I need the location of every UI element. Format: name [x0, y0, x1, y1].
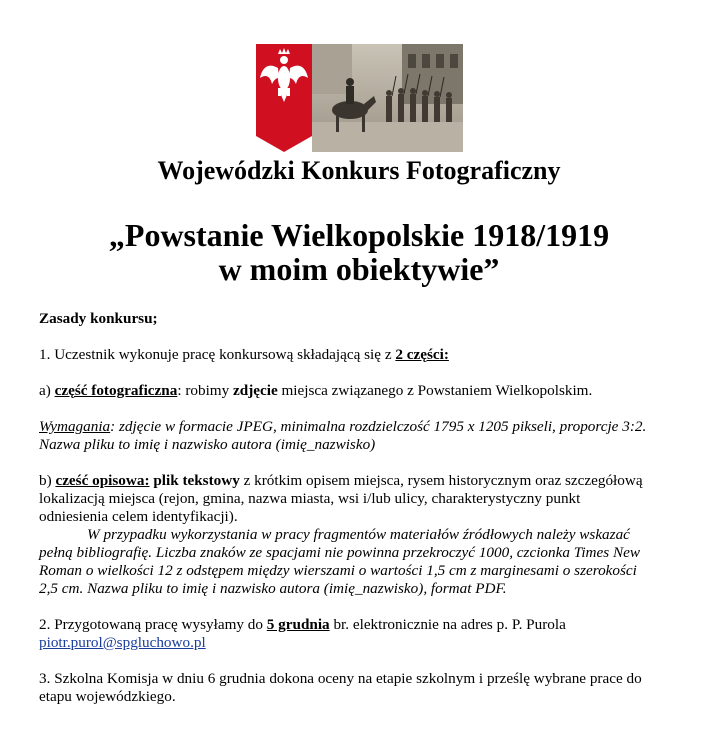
requirements-text: : zdjęcie w formacie JPEG, minimalna rozdzielczość 1795 x 1205 pikseli, proporcje 3:2.	[110, 418, 647, 435]
rule-2-rest: br. elektronicznie na adres p. P. Purola	[329, 616, 566, 633]
requirements	[39, 418, 689, 454]
rule-1	[39, 346, 689, 364]
contest-title	[0, 218, 718, 286]
flag-panel	[256, 44, 312, 152]
note-line-3: Roman o wielkości 12 z odstępem między wierszami o wartości 1,5 cm z marginesami o szerokości	[39, 562, 637, 579]
note-line-2: pełną bibliografię. Liczba znaków ze spacjami nie powinna przekroczyć 1000, czcionka Times New	[39, 544, 640, 561]
header-banner	[256, 44, 463, 152]
rules-section	[39, 310, 689, 706]
contest-name: Wojewódzki Konkurs Fotograficzny	[157, 156, 561, 185]
rule-3-line-1: 3. Szkolna Komisja w dniu 6 grudnia dokona oceny na etapie szkolnym i prześlę wybrane prace do	[39, 670, 642, 687]
rule-b-line-3: odniesienia celem identyfikacji).	[39, 508, 238, 525]
bibliography-note	[39, 526, 689, 598]
rule-b	[39, 472, 689, 526]
title-line-2: w moim obiektywie”	[218, 251, 500, 287]
rule-2-prefix: 2. Przygotowaną pracę wysyłamy do	[39, 616, 267, 633]
rule-b-line-2: lokalizacją miejsca (rejon, gmina, nazwa miasta, wsi i/lub ulicy, charakterystyczny punkt	[39, 490, 581, 507]
requirements-label: Wymagania	[39, 418, 111, 435]
rules-heading: Zasady konkursu;	[39, 310, 158, 327]
rule-a-rest: miejsca związanego z Powstaniem Wielkopolskim.	[277, 382, 593, 399]
email-link[interactable]: piotr.purol@spgluchowo.pl	[39, 634, 206, 651]
rule-a-prefix: a)	[39, 382, 55, 399]
rule-b-bold: plik tekstowy	[153, 472, 240, 489]
rule-a-label: część fotograficzna	[54, 382, 178, 399]
title-line-1: „Powstanie Wielkopolskie 1918/1919	[108, 217, 610, 253]
parade-photo	[312, 44, 463, 152]
rule-a-mid: : robimy	[177, 382, 233, 399]
rule-a	[39, 382, 689, 400]
rule-1-text: 1. Uczestnik wykonuje pracę konkursową składającą się z	[39, 346, 396, 363]
rule-a-bold: zdjęcie	[233, 382, 278, 399]
note-line-4: 2,5 cm. Nazwa pliku to imię i nazwisko autora (imię_nazwisko), format PDF.	[39, 580, 507, 597]
rule-b-label: cześć opisowa:	[55, 472, 150, 489]
note-line-1: W przypadku wykorzystania w pracy fragmentów materiałów źródłowych należy wskazać	[87, 526, 630, 543]
deadline-date: 5 grudnia	[266, 616, 330, 633]
requirements-line-2: Nazwa pliku to imię i nazwisko autora (imię_nazwisko)	[39, 436, 376, 453]
rule-b-rest: z krótkim opisem miejsca, rysem historycznym oraz szczegółową	[239, 472, 643, 489]
rule-3-line-2: etapu wojewódzkiego.	[39, 688, 176, 705]
rule-3	[39, 670, 689, 706]
rule-1-parts: 2 części:	[395, 346, 449, 363]
rule-b-prefix: b)	[39, 472, 56, 489]
rule-2	[39, 616, 689, 652]
